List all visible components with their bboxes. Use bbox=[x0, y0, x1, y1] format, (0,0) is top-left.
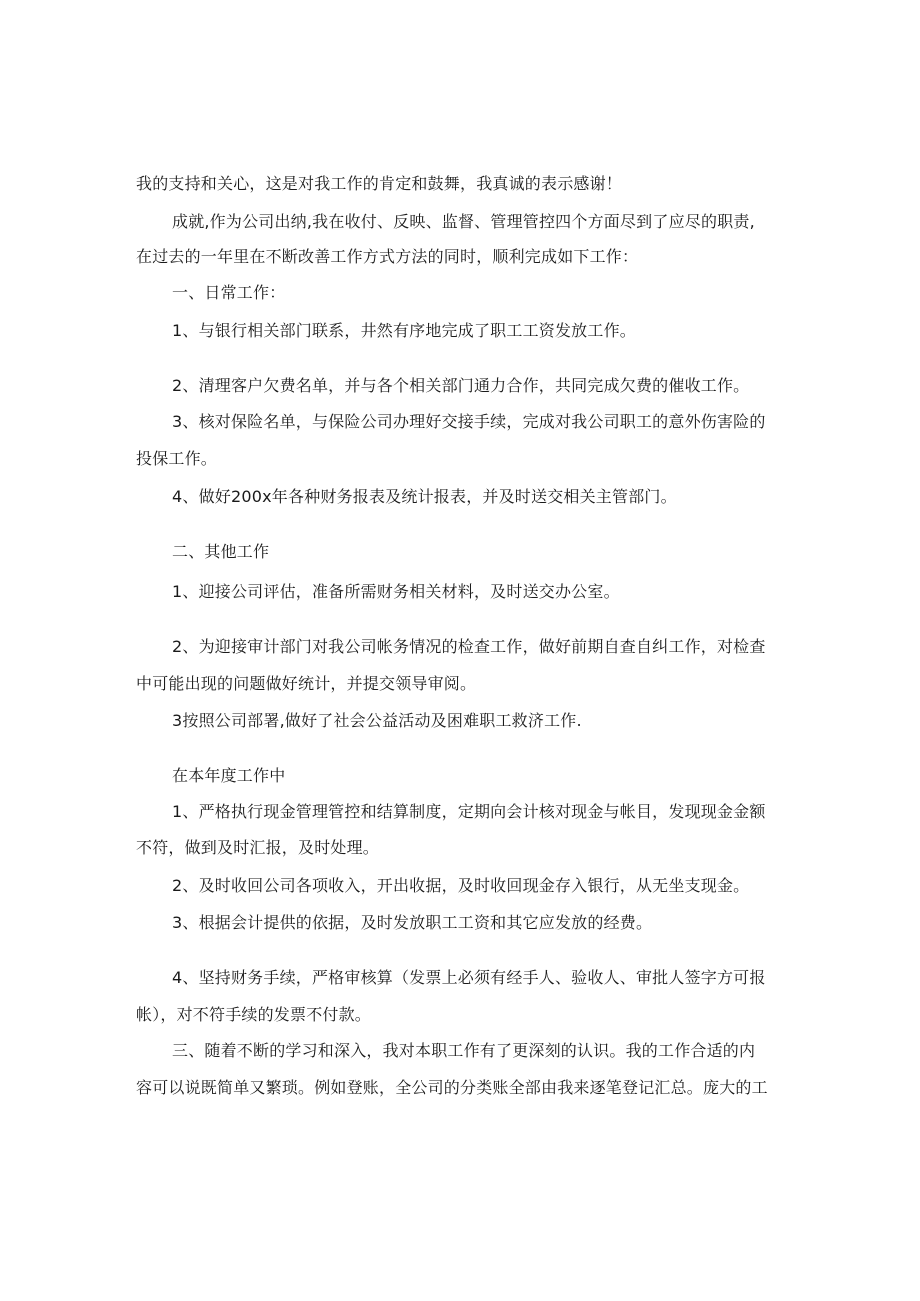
text-line-13: 中可能出现的问题做好统计，并提交领导审阅。 bbox=[136, 674, 477, 693]
text-line-22: 三、随着不断的学习和深入，我对本职工作有了更深刻的认识。我的工作合适的内 bbox=[172, 1041, 756, 1060]
text-line-1: 我的支持和关心，这是对我工作的肯定和鼓舞，我真诚的表示感谢！ bbox=[136, 174, 623, 193]
text-line-17: 不符，做到及时汇报，及时处理。 bbox=[136, 838, 380, 857]
text-line-8: 投保工作。 bbox=[136, 449, 218, 468]
section-heading-this-year: 在本年度工作中 bbox=[172, 766, 286, 785]
text-line-3: 在过去的一年里在不断改善工作方式方法的同时，顺利完成如下工作： bbox=[136, 247, 639, 266]
text-line-23: 容可以说既简单又繁琐。例如登账，全公司的分类账全部由我来逐笔登记汇总。庞大的工 bbox=[136, 1078, 768, 1097]
section-heading-other-work: 二、其他工作 bbox=[172, 542, 270, 561]
text-line-14: 3按照公司部署,做好了社会公益活动及困难职工救济工作. bbox=[172, 711, 582, 730]
text-line-2: 成就,作为公司出纳,我在收付、反映、监督、管理管控四个方面尽到了应尽的职责, bbox=[172, 212, 755, 231]
text-line-6: 2、清理客户欠费名单，并与各个相关部门通力合作，共同完成欠费的催收工作。 bbox=[172, 376, 750, 395]
text-line-5: 1、与银行相关部门联系，井然有序地完成了职工工资发放工作。 bbox=[172, 321, 636, 340]
text-line-16: 1、严格执行现金管理管控和结算制度，定期向会计核对现金与帐目，发现现金金额 bbox=[172, 802, 766, 821]
text-line-21: 帐），对不符手续的发票不付款。 bbox=[136, 1005, 372, 1024]
section-heading-daily-work: 一、日常工作： bbox=[172, 283, 286, 302]
text-line-20: 4、坚持财务手续，严格审核算（发票上必须有经手人、验收人、审批人签字方可报 bbox=[172, 968, 766, 987]
text-line-9: 4、做好200x年各种财务报表及统计报表，并及时送交相关主管部门。 bbox=[172, 487, 677, 506]
text-line-7: 3、核对保险名单，与保险公司办理好交接手续，完成对我公司职工的意外伤害险的 bbox=[172, 412, 766, 431]
text-line-19: 3、根据会计提供的依据，及时发放职工工资和其它应发放的经费。 bbox=[172, 913, 653, 932]
text-line-18: 2、及时收回公司各项收入，开出收据，及时收回现金存入银行，从无坐支现金。 bbox=[172, 876, 750, 895]
text-line-11: 1、迎接公司评估，准备所需财务相关材料，及时送交办公室。 bbox=[172, 582, 620, 601]
text-line-12: 2、为迎接审计部门对我公司帐务情况的检查工作，做好前期自查自纠工作，对检查 bbox=[172, 637, 766, 656]
